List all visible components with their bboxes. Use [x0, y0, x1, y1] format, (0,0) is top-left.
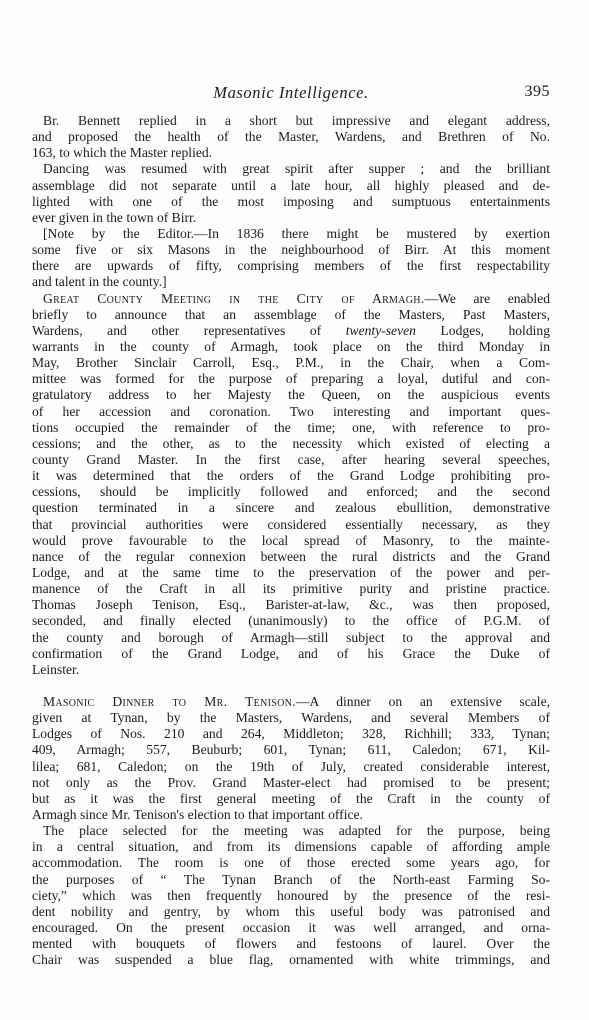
- italic-text: twenty-seven: [345, 322, 416, 338]
- text-line: [32, 323, 550, 339]
- text-line: confirmation of the Grand Lodge, and of his Grace the Duke of: [32, 645, 550, 661]
- text-line: Dancing was resumed with great spirit after supper ; and the brilliant: [43, 161, 550, 177]
- text-line: mented with bouquets of flowers and festoons of laurel. Over the: [32, 936, 550, 952]
- text-line: assemblage did not separate until a late hour, all highly pleased and de-: [32, 177, 550, 193]
- text-line: Thomas Joseph Tenison, Esq., Barister-at-law, &c., was then proposed,: [32, 597, 550, 613]
- text-line: 409, Armagh; 557, Beuburb; 601, Tynan; 611, Caledon; 671, Kil-: [32, 742, 550, 758]
- text-line: gratulatory address to her Majesty the Queen, on the auspicious events: [32, 387, 550, 403]
- text-line: [32, 678, 550, 694]
- text-line: accommodation. The room is one of those erected some years ago, for: [32, 855, 550, 871]
- paragraph: [32, 161, 550, 226]
- text-line: the purposes of “ The Tynan Branch of the North-east Farming So-: [32, 871, 550, 887]
- text-line: of her accession and coronation. Two interesting and important ques-: [32, 403, 550, 419]
- text-line: given at Tynan, by the Masters, Wardens, and several Members of: [32, 710, 550, 726]
- text-line: Lodges of Nos. 210 and 264, Middleton; 328, Richhill; 333, Tynan;: [32, 726, 550, 742]
- text-line: mittee was formed for the purpose of preparing a loyal, dutiful and con-: [32, 371, 550, 387]
- text-line: encouraged. On the present occasion it was well arranged, and orna-: [32, 920, 550, 936]
- text-line: Chair was suspended a blue flag, ornamented with white trimmings, and: [32, 952, 550, 968]
- text-line: cessions; and the other, as to the necessity which existed of electing a: [32, 435, 550, 451]
- text-run: Lodges, holding: [415, 322, 550, 338]
- text-line: the county and borough of Armagh—still subject to the approval and: [32, 629, 550, 645]
- text-line: would prove favourable to the local spread of Masonry, to the mainte-: [32, 532, 550, 548]
- text-line: briefly to announce that an assemblage of the Masters, Past Masters,: [32, 306, 550, 322]
- text-line: manence of the Craft in all its primitive purity and pristine practice.: [32, 581, 550, 597]
- text-line: ciety,” which was then frequently honoured by the presence of the resi-: [32, 887, 550, 903]
- text-line: seconded, and finally elected (unanimously) to the office of P.G.M. of: [32, 613, 550, 629]
- section-heading: Great County Meeting in the City of Armagh.: [43, 290, 425, 306]
- text-run: —We are enabled: [424, 290, 550, 306]
- text-line: tions occupied the remainder of the time; one, with reference to pro-: [32, 419, 550, 435]
- text-line: not only as the Prov. Grand Master-elect had promised to be present;: [32, 774, 550, 790]
- text-line: some five or six Masons in the neighbourhood of Birr. At this moment: [32, 242, 550, 258]
- text-line: and proposed the health of the Master, Wardens, and Brethren of No.: [32, 129, 550, 145]
- article-body: [32, 113, 550, 968]
- text-line: [32, 694, 550, 710]
- section-heading: Masonic Dinner to Mr. Tenison.: [43, 694, 296, 710]
- text-line: Br. Bennett replied in a short but impressive and elegant address,: [43, 113, 550, 128]
- paragraph-armagh-meeting: [32, 291, 550, 695]
- text-line: question terminated in a sincere and zealous ebullition, demonstrative: [32, 500, 550, 516]
- text-line: The place selected for the meeting was adapted for the purpose, being: [43, 823, 550, 839]
- text-line: lighted with one of the most imposing and sumptuous entertainments: [32, 193, 550, 209]
- text-line: [Note by the Editor.—In 1836 there might be mustered by exertion: [43, 225, 550, 241]
- text-line: Leinster.: [32, 661, 80, 677]
- text-line: Armagh since Mr. Tenison's election to that important office.: [32, 807, 363, 823]
- text-line: cessions, should be implicitly followed and enforced; and the second: [32, 484, 550, 500]
- text-line: there are upwards of fifty, comprising members of the first respectability: [32, 258, 550, 274]
- text-run: Wardens, and other representatives of: [32, 322, 346, 338]
- text-line: nance of the regular connexion between the rural districts and the Grand: [32, 548, 550, 564]
- paragraph: [32, 113, 550, 161]
- text-line: county Grand Master. In the first case, after hearing several speeches,: [32, 451, 550, 467]
- page-number: 395: [524, 83, 550, 100]
- text-line: ever given in the town of Birr.: [32, 209, 197, 225]
- text-line: 163, to which the Master replied.: [32, 145, 213, 161]
- paragraph: [32, 823, 550, 968]
- text-line: lilea; 681, Caledon; on the 19th of July, created considerable interest,: [32, 758, 550, 774]
- text-line: it was determined that the orders of the Grand Lodge prohibiting pro-: [32, 468, 550, 484]
- text-run: —A dinner on an extensive scale,: [295, 694, 550, 710]
- running-title: Masonic Intelligence.: [213, 83, 369, 102]
- text-line: in a central situation, and from its dimensions capable of affording ample: [32, 839, 550, 855]
- text-line: dent nobility and gentry, by whom this useful body was patronised and: [32, 903, 550, 919]
- text-line: but as it was the first general meeting of the Craft in the county of: [32, 790, 550, 806]
- running-head: [32, 83, 550, 105]
- text-line: that provincial authorities were considered essentially necessary, as they: [32, 516, 550, 532]
- text-line: warrants in the county of Armagh, took place on the third Monday in: [32, 338, 550, 354]
- editor-note: [32, 226, 550, 291]
- text-line: [32, 291, 550, 307]
- paragraph-masonic-dinner: [32, 694, 550, 823]
- text-line: Lodge, and at the same time to the preservation of the power and per-: [32, 564, 550, 580]
- text-line: and talent in the county.]: [32, 274, 167, 290]
- text-line: May, Brother Sinclair Carroll, Esq., P.M., in the Chair, when a Com-: [32, 355, 550, 371]
